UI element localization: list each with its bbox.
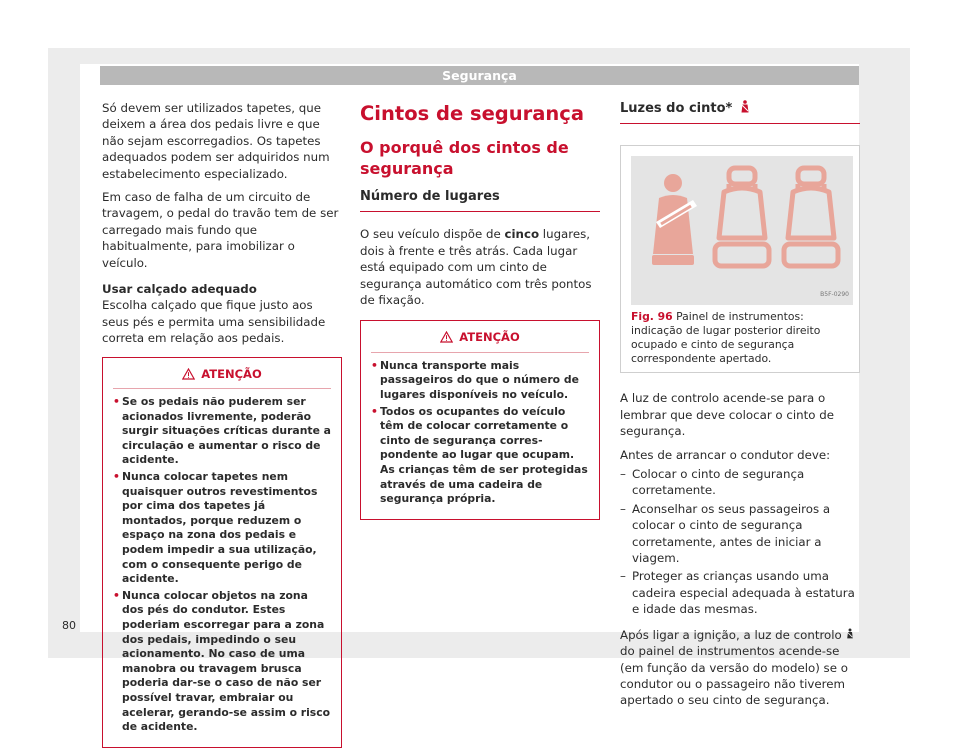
warning-item: • Nunca colocar objetos na zona dos pés do condutor. Estes poderiam escorregar para a zona dos pedais, impedindo o seu acionamento. No caso de uma manobra ou travagem brusca poderia dar-se o caso de não ser possível travar, embraiar ou acelerar, gerando-se assim o risco de acidente. (113, 589, 331, 735)
section-header: Segurança (100, 66, 859, 85)
paragraph-footwear: Escolha calçado que fique justo aos seus pés e permita uma sensibilidade correta em relação aos pedais. (102, 298, 326, 346)
list-item: – Proteger as crianças usando uma cadeira especial adequada à estatura e idade das mesmas. (620, 568, 860, 617)
seatbelt-warning-icon (740, 100, 750, 114)
warning-box-pedals (102, 357, 342, 748)
warning-item: • Se os pedais não puderem ser acionados livremente, poderão surgir situações críticas durante a circulação e aumentar o risco de acidente. (113, 395, 331, 468)
column-1 (102, 100, 342, 748)
figure-label: Fig. 96 (631, 310, 673, 324)
seat-right (784, 168, 838, 266)
text-bold: cinco (504, 227, 540, 242)
warning-list (103, 395, 341, 735)
seat-left (715, 168, 769, 266)
paragraph-brake-failure: Em caso de falha de um circuito de travagem, o pedal do travão tem de ser carregado mais fundo que habitualmente, para imobilizar o veículo. (102, 190, 339, 270)
heading-text: Luzes do cinto* (620, 101, 733, 116)
seat-occupancy-illustration (631, 156, 853, 305)
warning-item: • Nunca transporte mais passageiros do que o número de lugares disponíveis no veículo. (371, 359, 589, 403)
paragraph-ignition (620, 627, 860, 709)
paragraph-control-light: A luz de controlo acende-se para o lembrar que deve colocar o cinto de segurança. (620, 391, 834, 439)
subsection-title: Número de lugares (360, 189, 600, 212)
list-item: – Colocar o cinto de segurança corretamente. (620, 466, 860, 499)
section-title: O porquê dos cintos de segurança (360, 138, 569, 178)
column-2 (360, 100, 600, 520)
warning-triangle-icon (182, 368, 195, 380)
subheading-footwear: Usar calçado adequado (102, 282, 257, 297)
text-run: O seu veículo dispõe de (360, 227, 505, 242)
paragraph-mats: Só devem ser utilizados tapetes, que deixem a área dos pedais livre e que não sejam escorregadios. Os tapetes adequados podem ser adquiridos num estabelecimento especializado. (102, 101, 330, 181)
text-run: Após ligar a ignição, a luz de controlo (620, 627, 846, 642)
figure-code: B5F-0290 (820, 291, 849, 298)
paragraph-seats (360, 226, 600, 308)
warning-item: • Todos os ocupantes do veículo têm de colocar corretamente o cinto de segurança correspondente ao lugar que ocupam. As crianças têm de ser protegidas através de uma cadeira de segurança própria. (371, 405, 589, 507)
text-run: lugares, dois à frente e três atrás. Cada lugar está equipado com um cinto de segurança automático com três pontos de fixação. (360, 227, 592, 308)
column-3 (620, 100, 860, 716)
figure-96 (620, 145, 860, 373)
paragraph-before-driving: Antes de arrancar o condutor deve: (620, 447, 831, 462)
chapter-title: Cintos de segurança (360, 102, 585, 125)
caption-text: Painel de instrumentos: indicação de lugar posterior direito ocupado e cinto de segurança correspondente apertado. (631, 310, 821, 366)
instrument-panel-image (631, 156, 853, 305)
figure-caption (631, 310, 849, 366)
warning-triangle-icon (440, 331, 453, 343)
seatbelt-warning-icon (846, 628, 854, 640)
warning-header (361, 321, 599, 352)
warning-title: ATENÇÃO (201, 366, 262, 381)
warning-item: • Nunca colocar tapetes nem quaisquer outros revestimentos por cima dos tapetes já montados, porque reduzem o espaço na zona dos pedais e podem impedir a sua utilização, com o consequente perigo de acidente. (113, 470, 331, 587)
warning-header (103, 358, 341, 389)
warning-list (361, 359, 599, 507)
warning-title: ATENÇÃO (459, 330, 520, 345)
subsection-title-belt-lights (620, 100, 860, 124)
page-number: 80 (62, 619, 76, 632)
text-run: do painel de instrumentos acende-se (em função da versão do modelo) se o condutor ou o passageiro não tiverem apertado o seu cinto de segurança. (620, 644, 848, 708)
list-item: – Aconselhar os seus passageiros a colocar o cinto de segurança corretamente, antes de iniciar a viagem. (620, 501, 860, 567)
warning-box-passengers (360, 320, 600, 519)
